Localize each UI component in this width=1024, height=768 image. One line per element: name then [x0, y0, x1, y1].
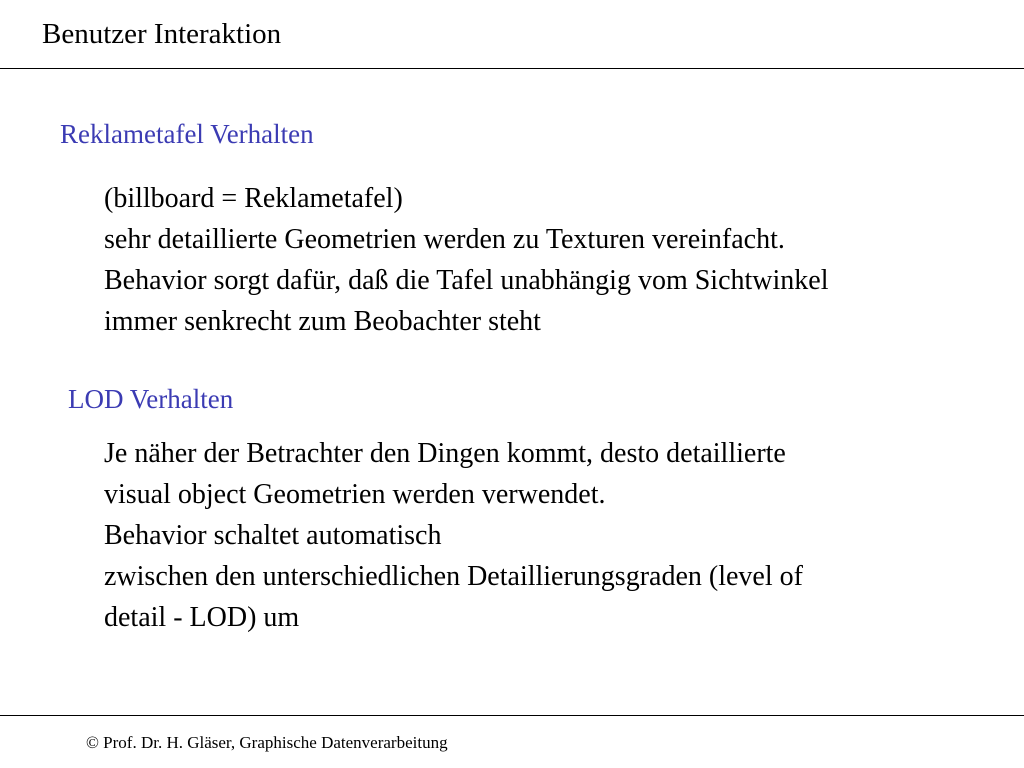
body-line: zwischen den unterschiedlichen Detaillierungsgraden (level of — [104, 561, 803, 592]
section-heading-billboard: Reklametafel Verhalten — [60, 119, 314, 149]
footer-copyright: © Prof. Dr. H. Gläser, Graphische Datenverarbeitung — [86, 733, 448, 752]
header-divider — [0, 68, 1024, 69]
section-heading-lod: LOD Verhalten — [68, 384, 234, 414]
body-line: sehr detaillierte Geometrien werden zu Texturen vereinfacht. — [104, 224, 785, 255]
slide-title: Benutzer Interaktion — [42, 18, 282, 50]
section-body-billboard — [104, 178, 829, 342]
section-body-lod — [104, 433, 803, 638]
body-line: (billboard = Reklametafel) — [104, 183, 403, 214]
body-line: Behavior sorgt dafür, daß die Tafel unabhängig vom Sichtwinkel — [104, 265, 829, 296]
body-line: Behavior schaltet automatisch — [104, 520, 442, 551]
footer-divider — [0, 715, 1024, 716]
body-line: immer senkrecht zum Beobachter steht — [104, 306, 541, 337]
body-line: visual object Geometrien werden verwendet. — [104, 479, 606, 510]
body-line: Je näher der Betrachter den Dingen kommt, desto detaillierte — [104, 438, 786, 469]
body-line: detail - LOD) um — [104, 602, 300, 633]
